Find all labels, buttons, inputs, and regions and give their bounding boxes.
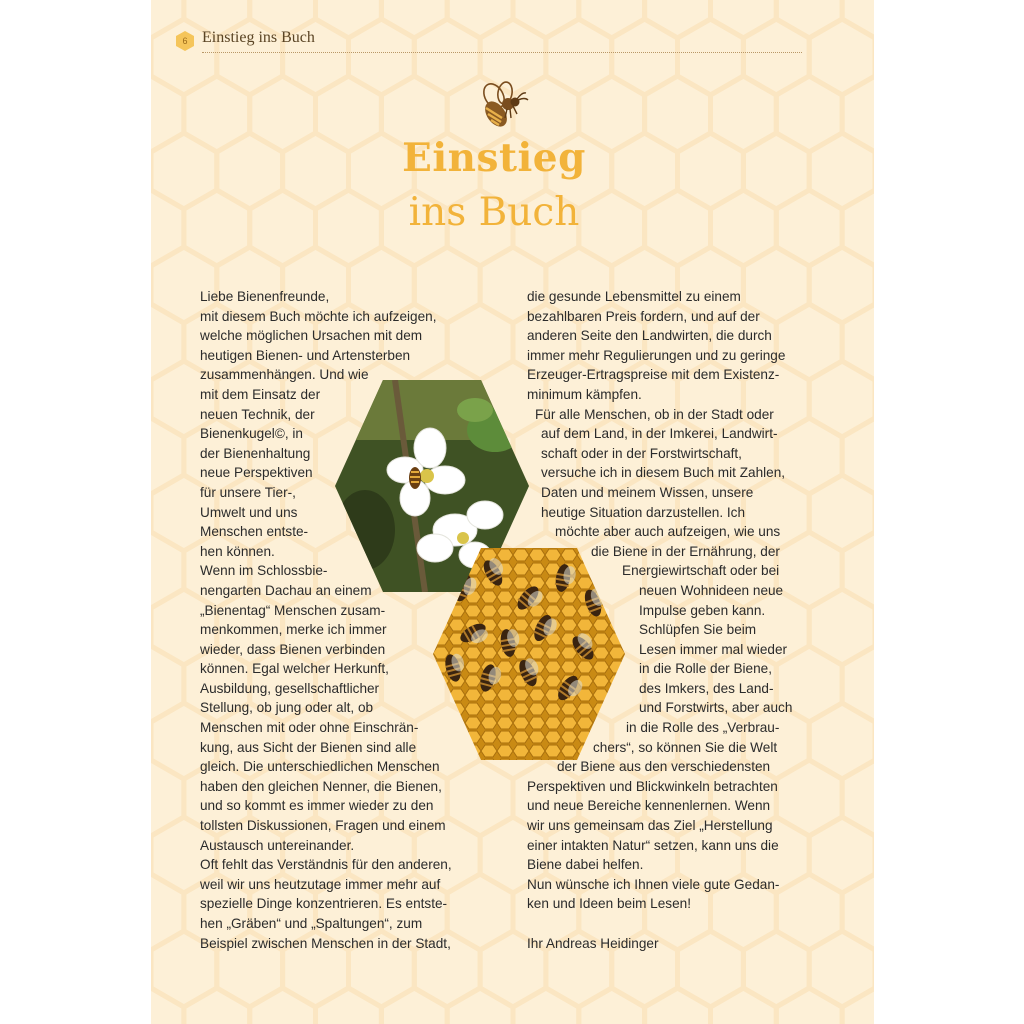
text-line: möchte aber auch aufzeigen, wie uns [555,524,781,540]
text-line: die gesunde Lebensmittel zu einem [527,289,741,304]
text-line: anderen Seite den Landwirten, die durch [527,328,772,344]
running-title: Einstieg ins Buch [202,29,315,46]
text-line: schaft oder in der Forstwirtschaft, [541,445,742,461]
text-line: weil wir uns heutzutage immer mehr auf [200,876,441,892]
text-line: in die Rolle des „Verbrau- [626,720,780,736]
text-line: hen können. [200,543,275,559]
text-line: wieder, dass Bienen verbinden [200,641,386,657]
text-line: Stellung, ob jung oder alt, ob [200,700,374,716]
text-line: auf dem Land, in der Imkerei, Landwirt- [541,426,778,442]
honeycomb-bees-photo [433,548,625,760]
text-line: zusammenhängen. Und wie [200,367,369,383]
text-line: und so kommt es immer wieder zu den [200,798,434,814]
text-line: Wenn im Schlossbie- [200,563,328,579]
chapter-title-line2: ins Buch [408,190,580,235]
text-line: für unsere Tier-, [200,484,296,500]
text-line: Menschen mit oder ohne Einschrän- [200,720,419,736]
text-line: wir uns gemeinsam das Ziel „Herstellung [527,818,773,834]
text-line: Lesen immer mal wieder [639,641,788,657]
text-line: kung, aus Sicht der Bienen sind alle [200,739,417,755]
text-line: Liebe Bienenfreunde, [200,289,330,304]
text-line: Ausbildung, gesellschaftlicher [200,680,380,696]
text-line: neue Perspektiven [200,465,313,481]
text-line: gleich. Die unterschiedlichen Menschen [200,759,440,775]
text-line: Erzeuger-Ertragspreise mit dem Existenz- [527,367,780,383]
text-line: minimum kämpfen. [527,386,642,402]
text-line: spezielle Dinge konzentrieren. Es entste- [200,896,448,912]
text-line: und neue Bereiche kennenlernen. Wenn [527,798,771,814]
text-line: ken und Ideen beim Lesen! [527,896,692,912]
text-line: tollsten Diskussionen, Fragen und einem [200,818,446,834]
bee-shape [588,554,622,587]
header-divider [202,52,802,53]
text-line: bezahlbaren Preis fordern, und auf der [527,308,760,324]
text-line: Ihr Andreas Heidinger [527,935,659,951]
text-line: heutige Situation darzustellen. Ich [541,504,746,520]
text-line: mit diesem Buch möchte ich aufzeigen, [200,308,437,324]
text-line: des Imkers, des Land- [639,680,774,696]
text-line: immer mehr Regulierungen und zu geringe [527,347,786,363]
text-line: einer intakten Natur“ setzen, kann uns die [527,837,779,853]
text-line: welche möglichen Ursachen mit dem [200,328,423,344]
chapter-title-line1: Einstieg [402,135,586,181]
text-line: heutigen Bienen- und Artensterben [200,347,411,363]
text-line: mit dem Einsatz der [200,386,321,402]
text-line: können. Egal welcher Herkunft, [200,661,389,677]
text-line: nengarten Dachau an einem [200,582,372,598]
text-line [527,914,792,934]
text-line: versuche ich in diesem Buch mit Zahlen, [541,465,786,481]
text-line: Für alle Menschen, ob in der Stadt oder [535,406,774,422]
text-line: Schlüpfen Sie beim [639,622,757,638]
text-line: Perspektiven und Blickwinkeln betrachten [527,778,778,794]
text-line: chers“, so können Sie die Welt [593,739,778,755]
text-line: menkommen, merke ich immer [200,622,387,638]
text-line: hen „Gräben“ und „Spaltungen“, zum [200,916,423,931]
text-line: Beispiel zwischen Menschen in der Stadt, [200,935,451,951]
text-line: Menschen entste- [200,524,309,540]
text-line: Bienenkugel©, in [200,426,303,442]
text-line: der Bienenhaltung [200,445,311,461]
text-line: in die Rolle der Biene, [639,661,772,677]
text-line: Biene dabei helfen. [527,857,644,873]
text-line: Umwelt und uns [200,504,298,520]
text-line: die Biene in der Ernährung, der [591,543,780,559]
text-line: neuen Wohnideen neue [639,582,784,598]
text-line: Oft fehlt das Verständnis für den anderen, [200,857,452,873]
text-line: neuen Technik, der [200,406,315,422]
text-line: Impulse geben kann. [639,602,766,618]
text-line: Austausch untereinander. [200,837,355,853]
bee-illustration-icon [474,78,532,136]
text-line: Energiewirtschaft oder bei [622,563,780,579]
text-line: Nun wünsche ich Ihnen viele gute Gedan- [527,876,780,892]
page-number: 6 [182,36,188,46]
text-line: haben den gleichen Nenner, die Bienen, [200,778,442,794]
text-line: Daten und meinem Wissen, unsere [541,484,754,500]
text-line: der Biene aus den verschiedensten [557,759,771,775]
text-line: und Forstwirts, aber auch [639,700,793,716]
text-line: „Bienentag“ Menschen zusam- [200,602,386,618]
